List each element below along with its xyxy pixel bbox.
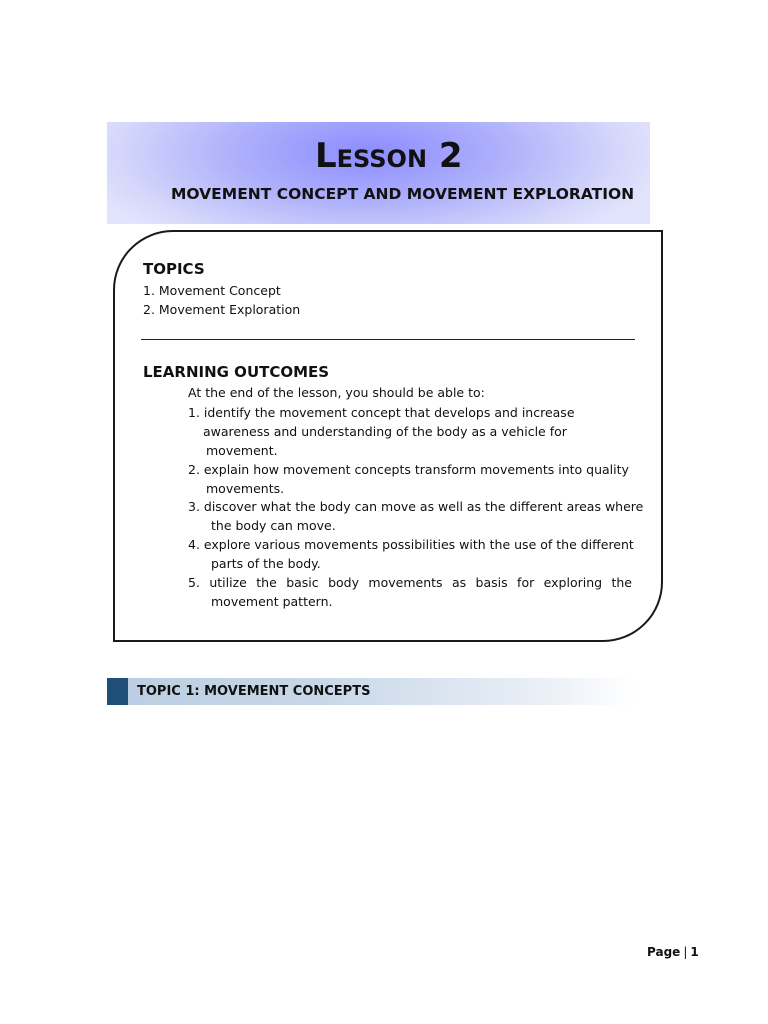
learning-outcomes-heading: LEARNING OUTCOMES: [143, 363, 330, 381]
page-label: Page: [647, 945, 681, 959]
lesson-title: Lesson 2: [315, 136, 463, 176]
lesson-subtitle: MOVEMENT CONCEPT AND MOVEMENT EXPLORATION: [171, 185, 635, 203]
topic-item: 2. Movement Exploration: [143, 302, 301, 317]
outcome-line: movement.: [206, 443, 278, 458]
outcome-line: 1. identify the movement concept that develops and increase: [188, 405, 575, 420]
outcome-line: parts of the body.: [211, 556, 321, 571]
topic-item: 1. Movement Concept: [143, 283, 281, 298]
topic-bar-label: TOPIC 1: MOVEMENT CONCEPTS: [137, 684, 371, 699]
outcome-line: 4. explore various movements possibilities with the use of the different: [188, 537, 634, 552]
page-number: 1: [690, 945, 699, 959]
section-divider: [141, 339, 635, 340]
outcome-line: 5. utilize the basic body movements as basis for exploring the: [188, 575, 632, 590]
topics-heading: TOPICS: [143, 260, 205, 278]
outcomes-intro: At the end of the lesson, you should be able to:: [188, 385, 485, 400]
outcome-line: 3. discover what the body can move as well as the different areas where: [188, 499, 644, 514]
outcome-line: awareness and understanding of the body as a vehicle for: [203, 424, 567, 439]
page-footer: [647, 943, 699, 961]
topic-bar-accent: [107, 678, 128, 705]
outcome-line: the body can move.: [211, 518, 336, 533]
page-separator: |: [683, 945, 688, 959]
outcome-line: movement pattern.: [211, 594, 333, 609]
outcome-line: 2. explain how movement concepts transform movements into quality: [188, 462, 629, 477]
outcome-line: movements.: [206, 481, 285, 496]
